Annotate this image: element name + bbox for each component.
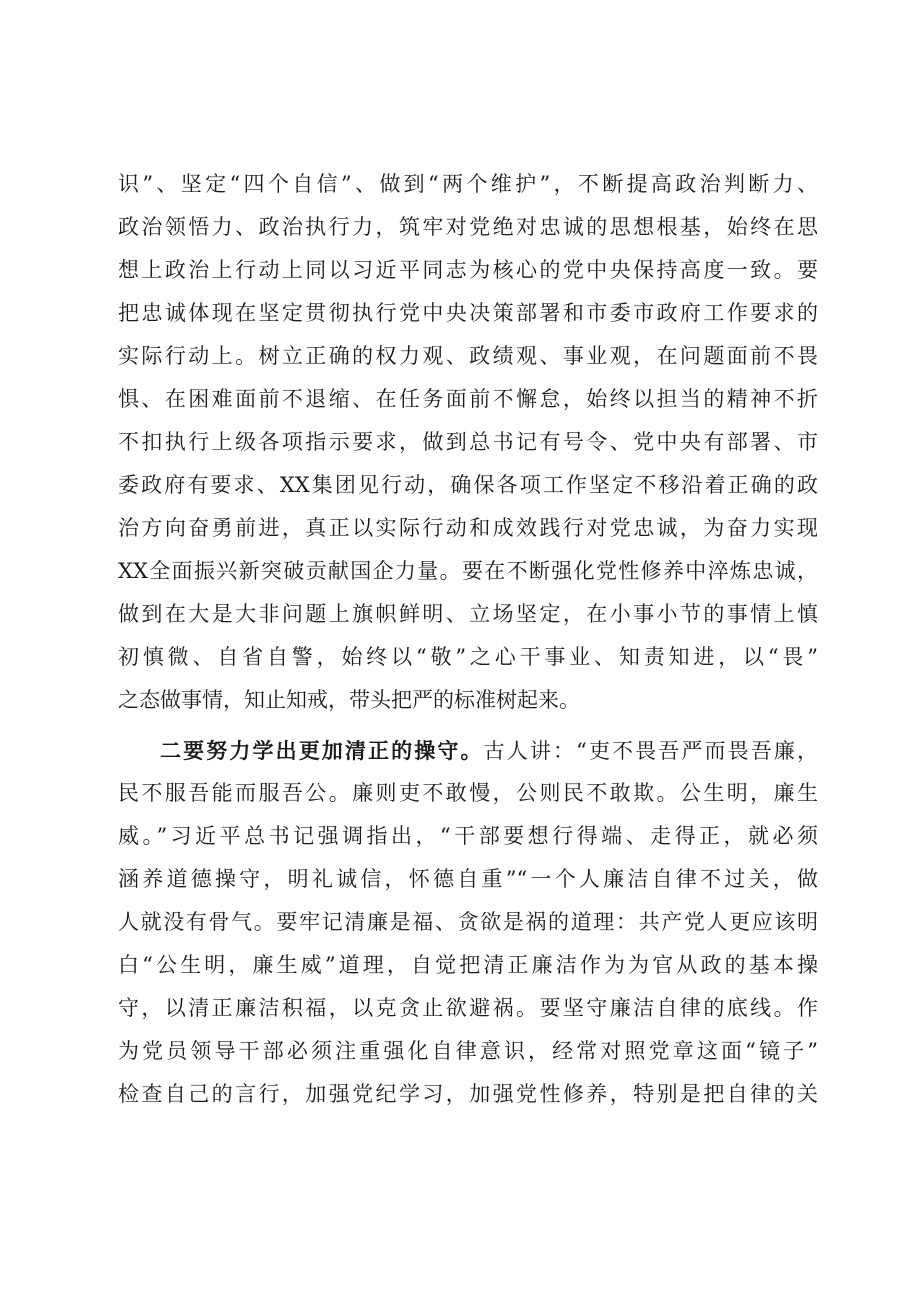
text-line: 不扣执行上级各项指示要求，做到总书记有号令、党中央有部署、市	[118, 430, 818, 454]
text-line: 检查自己的言行，加强党纪学习，加强党性修养，特别是把自律的关	[118, 1082, 818, 1106]
text-line: 把忠诚体现在坚定贯彻执行党中央决策部署和市委市政府工作要求的	[118, 301, 818, 325]
text-line: 涵养道德操守，明礼诚信，怀德自重”“一个人廉洁自律不过关，做	[118, 867, 818, 891]
text-line: 做到在大是大非问题上旗帜鲜明、立场坚定，在小事小节的事情上慎	[118, 602, 818, 626]
paragraph-loyalty	[118, 163, 818, 722]
text-line: 人就没有骨气。要牢记清廉是福、贪欲是祸的道理：共产党人更应该明	[118, 910, 818, 934]
text-line: 政治领悟力、政治执行力，筑牢对党绝对忠诚的思想根基，始终在思	[118, 215, 818, 239]
text-line: 为党员领导干部必须注重强化自律意识，经常对照党章这面“镜子”	[118, 1039, 818, 1063]
text-line: XX全面振兴新突破贡献国企力量。要在不断强化党性修养中淬炼忠诚，	[118, 559, 818, 583]
text-line: 之态做事情，知止知戒，带头把严的标准树起来。	[118, 688, 580, 712]
text-line: 民不服吾能而服吾公。廉则吏不敢慢，公则民不敢欺。公生明，廉生	[118, 781, 818, 805]
text-line: 惧、在困难面前不退缩、在任务面前不懈怠，始终以担当的精神不折	[118, 387, 818, 411]
first-line-text: 古人讲：“吏不畏吾严而畏吾廉，	[483, 739, 818, 763]
text-line: 威。”习近平总书记强调指出，“干部要想行得端、走得正，就必须	[118, 824, 818, 848]
paragraph-integrity	[118, 729, 818, 1116]
text-line: 初慎微、自省自警，始终以“敬”之心干事业、知责知进，以“畏”	[118, 645, 818, 669]
text-line: 实际行动上。树立正确的权力观、政绩观、事业观，在问题面前不畏	[118, 344, 818, 368]
text-line: 白“公生明，廉生威”道理，自觉把清正廉洁作为为官从政的基本操	[118, 953, 818, 977]
text-line: 守，以清正廉洁积福，以克贪止欲避祸。要坚守廉洁自律的底线。作	[118, 996, 818, 1020]
text-line: 识”、坚定“四个自信”、做到“两个维护”，不断提高政治判断力、	[118, 172, 818, 196]
text-line: 想上政治上行动上同以习近平同志为核心的党中央保持高度一致。要	[118, 258, 818, 282]
section-heading: 二要努力学出更加清正的操守。	[160, 738, 484, 763]
paragraph-first-line	[118, 729, 818, 772]
text-line: 委政府有要求、XX集团见行动，确保各项工作坚定不移沿着正确的政	[118, 473, 818, 497]
text-line: 治方向奋勇前进，真正以实际行动和成效践行对党忠诚，为奋力实现	[118, 516, 818, 540]
